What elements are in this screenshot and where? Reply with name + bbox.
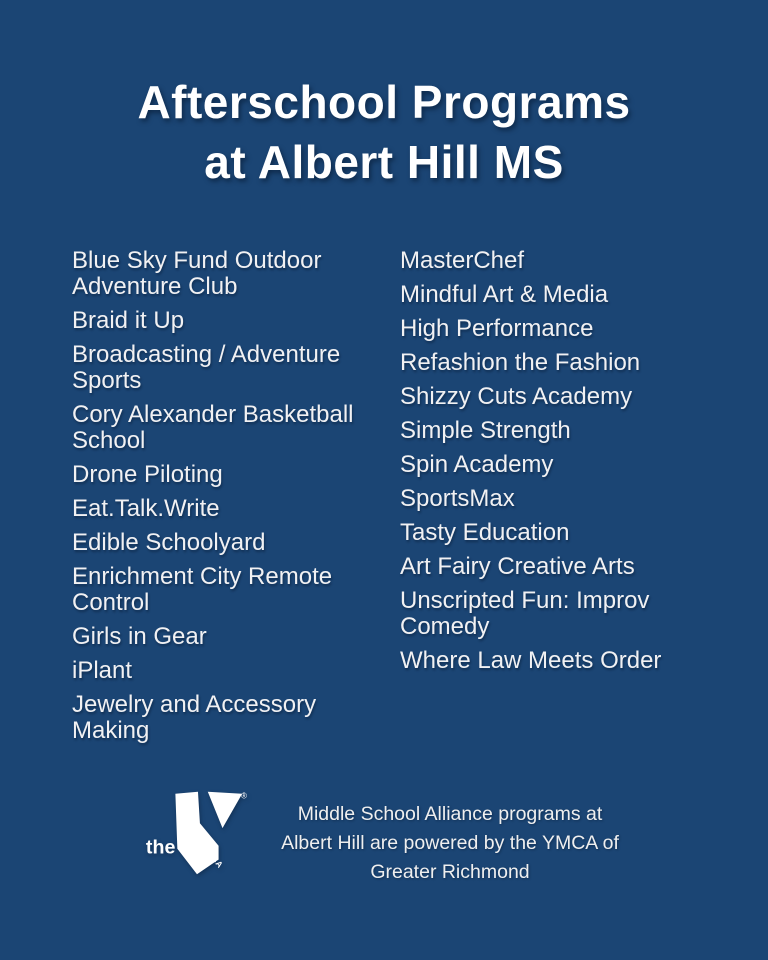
program-item: iPlant	[72, 657, 133, 684]
program-item: Refashion the Fashion	[400, 349, 641, 376]
program-item: Girls in Gear	[72, 623, 207, 650]
ymca-logo	[142, 790, 250, 880]
program-column-right	[400, 248, 724, 752]
program-item: Braid it Up	[72, 307, 185, 334]
program-item: Eat.Talk.Write	[72, 495, 220, 522]
program-item: Jewelry and Accessory Making	[72, 691, 317, 744]
ymca-y-icon	[142, 790, 250, 880]
footer-caption-line: Greater Richmond	[370, 861, 530, 883]
logo-ymca-label: YMCA	[201, 842, 226, 870]
program-list	[0, 248, 768, 752]
program-item: Mindful Art & Media	[400, 281, 609, 308]
title-line-1: Afterschool Programs	[137, 76, 631, 128]
program-item: Cory Alexander Basketball School	[72, 401, 354, 454]
program-item: MasterChef	[400, 247, 525, 274]
program-item: Blue Sky Fund Outdoor Adventure Club	[72, 247, 322, 300]
program-item: Unscripted Fun: Improv Comedy	[400, 587, 650, 640]
page-title	[0, 0, 768, 192]
title-line-2: at Albert Hill MS	[204, 136, 564, 188]
logo-triangle-shape	[208, 792, 242, 828]
logo-the-label: the	[145, 836, 176, 859]
program-item: Enrichment City Remote Control	[72, 563, 333, 616]
footer	[0, 790, 768, 887]
footer-caption-line: Middle School Alliance programs at	[297, 803, 603, 825]
program-item: Drone Piloting	[72, 461, 223, 488]
program-column-left	[72, 248, 400, 752]
program-item: Broadcasting / Adventure Sports	[72, 341, 341, 394]
footer-caption	[274, 790, 626, 887]
logo-registered-mark: ®	[241, 791, 247, 801]
program-item: Where Law Meets Order	[400, 647, 662, 674]
program-item: Art Fairy Creative Arts	[400, 553, 635, 580]
program-item: Edible Schoolyard	[72, 529, 266, 556]
program-item: SportsMax	[400, 485, 515, 512]
program-item: Spin Academy	[400, 451, 554, 478]
program-item: Shizzy Cuts Academy	[400, 383, 633, 410]
program-item: High Performance	[400, 315, 594, 342]
program-item: Tasty Education	[400, 519, 570, 546]
program-item: Simple Strength	[400, 417, 571, 444]
footer-caption-line: Albert Hill are powered by the YMCA of	[281, 832, 619, 854]
